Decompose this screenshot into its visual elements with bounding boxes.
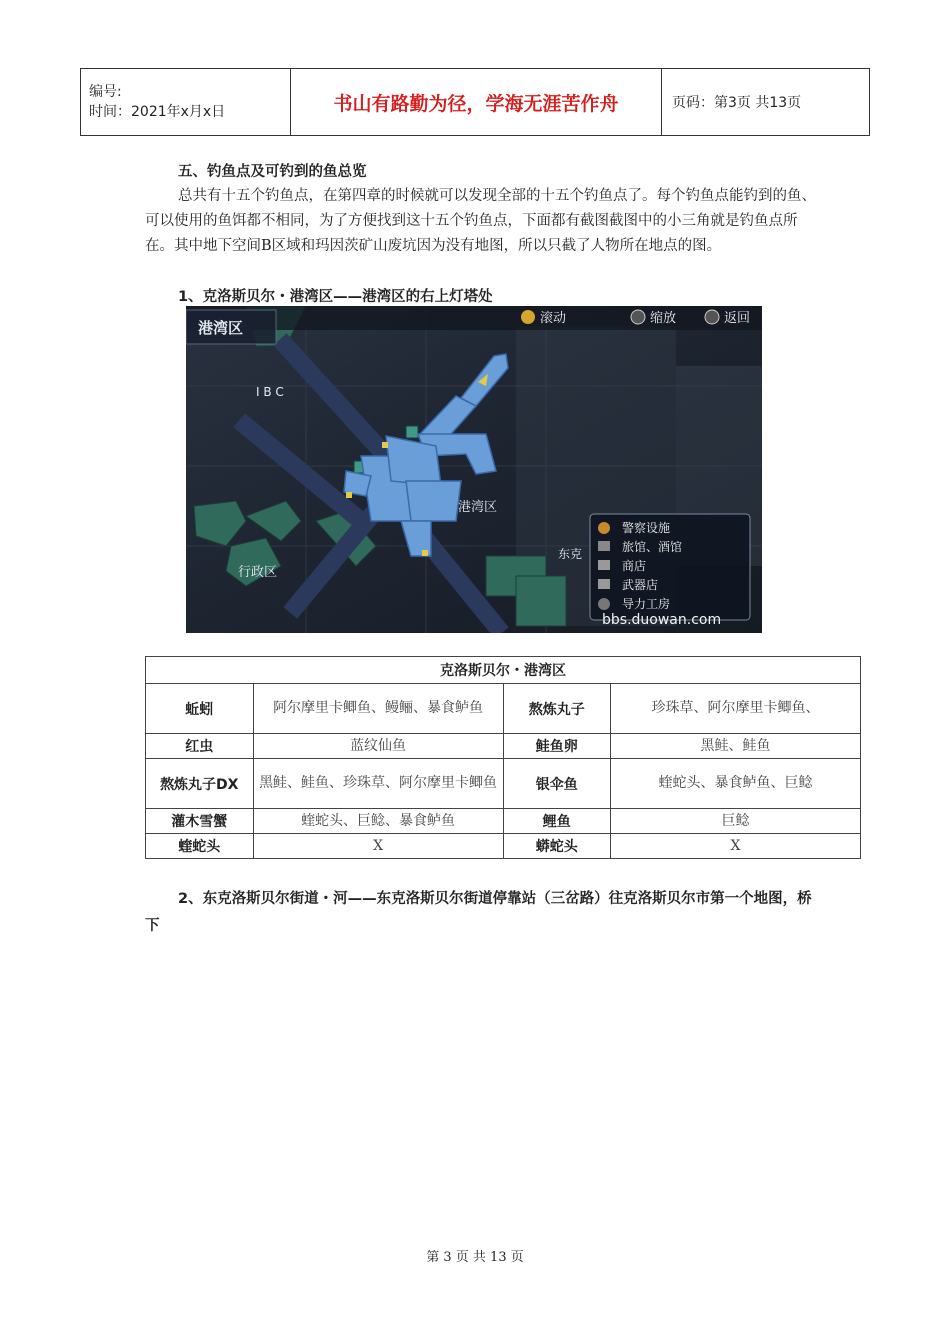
map-watermark: bbs.duowan.com [602,612,722,628]
bait-cell: 鲤鱼 [503,809,610,834]
bait-cell: 熬炼丸子DX [146,759,254,809]
fish-cell: 蝰蛇头、巨鲶、暴食鲈鱼 [253,809,503,834]
table-row [146,834,861,859]
fish-table-title: 克洛斯贝尔・港湾区 [146,657,861,684]
fish-table [145,656,861,859]
bait-cell: 灌木雪蟹 [146,809,254,834]
table-row [146,684,861,734]
section-paragraph: 总共有十五个钓鱼点，在第四章的时候就可以发现全部的十五个钓鱼点了。每个钓鱼点能钓到的鱼、可以使用的鱼饵都不相同，为了方便找到这十五个钓鱼点，下面都有截图截图中的小三角就是钓鱼点所在。其中地下空间B区域和玛因茨矿山废坑因为没有地图，所以只截了人物所在地点的图。 [145,188,816,254]
legend-item-2: 商店 [622,559,647,573]
fish-cell: 阿尔摩里卡鲫鱼、鳗鲡、暴食鲈鱼 [253,684,503,734]
bait-cell: 熬炼丸子 [503,684,610,734]
fish-cell: 蝰蛇头、暴食鲈鱼、巨鲶 [610,759,860,809]
section-title: 五、钓鱼点及可钓到的鱼总览 [178,164,367,180]
legend-item-1: 旅馆、酒馆 [622,540,683,554]
fish-cell: 巨鲶 [610,809,860,834]
map-btn-back[interactable]: 返回 [724,311,751,326]
bait-cell: 红虫 [146,734,254,759]
fish-cell: X [253,834,503,859]
caption-2: 2、东克洛斯贝尔街道・河——东克洛斯贝尔街道停靠站（三岔路）往克洛斯贝尔市第一个地图，桥下 [145,891,812,934]
page-header [80,68,870,136]
bait-cell: 蚯蚓 [146,684,254,734]
header-motto: 书山有路勤为径，学海无涯苦作舟 [291,69,662,136]
fish-cell: 黑鲑、鲑鱼、珍珠草、阿尔摩里卡鲫鱼 [253,759,503,809]
legend-item-4: 导力工房 [622,597,671,611]
number-label: 编号: [89,84,122,100]
map-label-east: 东克 [558,547,583,561]
header-page-label: 页码：第3页 共13页 [662,69,870,136]
bait-cell: 鲑鱼卵 [503,734,610,759]
orbment-factory-icon [598,598,610,610]
table-row [146,734,861,759]
fish-cell: 黑鲑、鲑鱼 [610,734,860,759]
table-row [146,759,861,809]
map-screenshot [186,306,762,633]
police-icon [598,522,610,534]
time-label: 时间：2021年x月x日 [89,104,226,120]
weapon-shop-icon [598,579,610,589]
map-btn-zoom[interactable]: 缩放 [650,311,677,326]
caption-1: 1、克洛斯贝尔・港湾区——港湾区的右上灯塔处 [178,289,493,305]
map-area-title: 港湾区 [198,319,244,337]
legend-item-0: 警察设施 [622,521,671,535]
legend-item-3: 武器店 [622,578,659,592]
bait-cell: 银伞鱼 [503,759,610,809]
page-footer: 第 3 页 共 13 页 [426,1250,524,1265]
map-btn-scroll[interactable]: 滚动 [540,311,567,326]
bait-cell: 蝰蛇头 [146,834,254,859]
header-meta [81,69,291,136]
map-label-harbor: 港湾区 [458,500,498,515]
fish-cell: 珍珠草、阿尔摩里卡鲫鱼、 [610,684,860,734]
inn-icon [598,541,610,551]
map-label-ibc: I B C [256,385,284,399]
bait-cell: 蟒蛇头 [503,834,610,859]
fish-cell: 蓝纹仙鱼 [253,734,503,759]
table-row [146,809,861,834]
fish-cell: X [610,834,860,859]
map-label-admin: 行政区 [238,565,278,580]
shop-icon [598,560,610,570]
